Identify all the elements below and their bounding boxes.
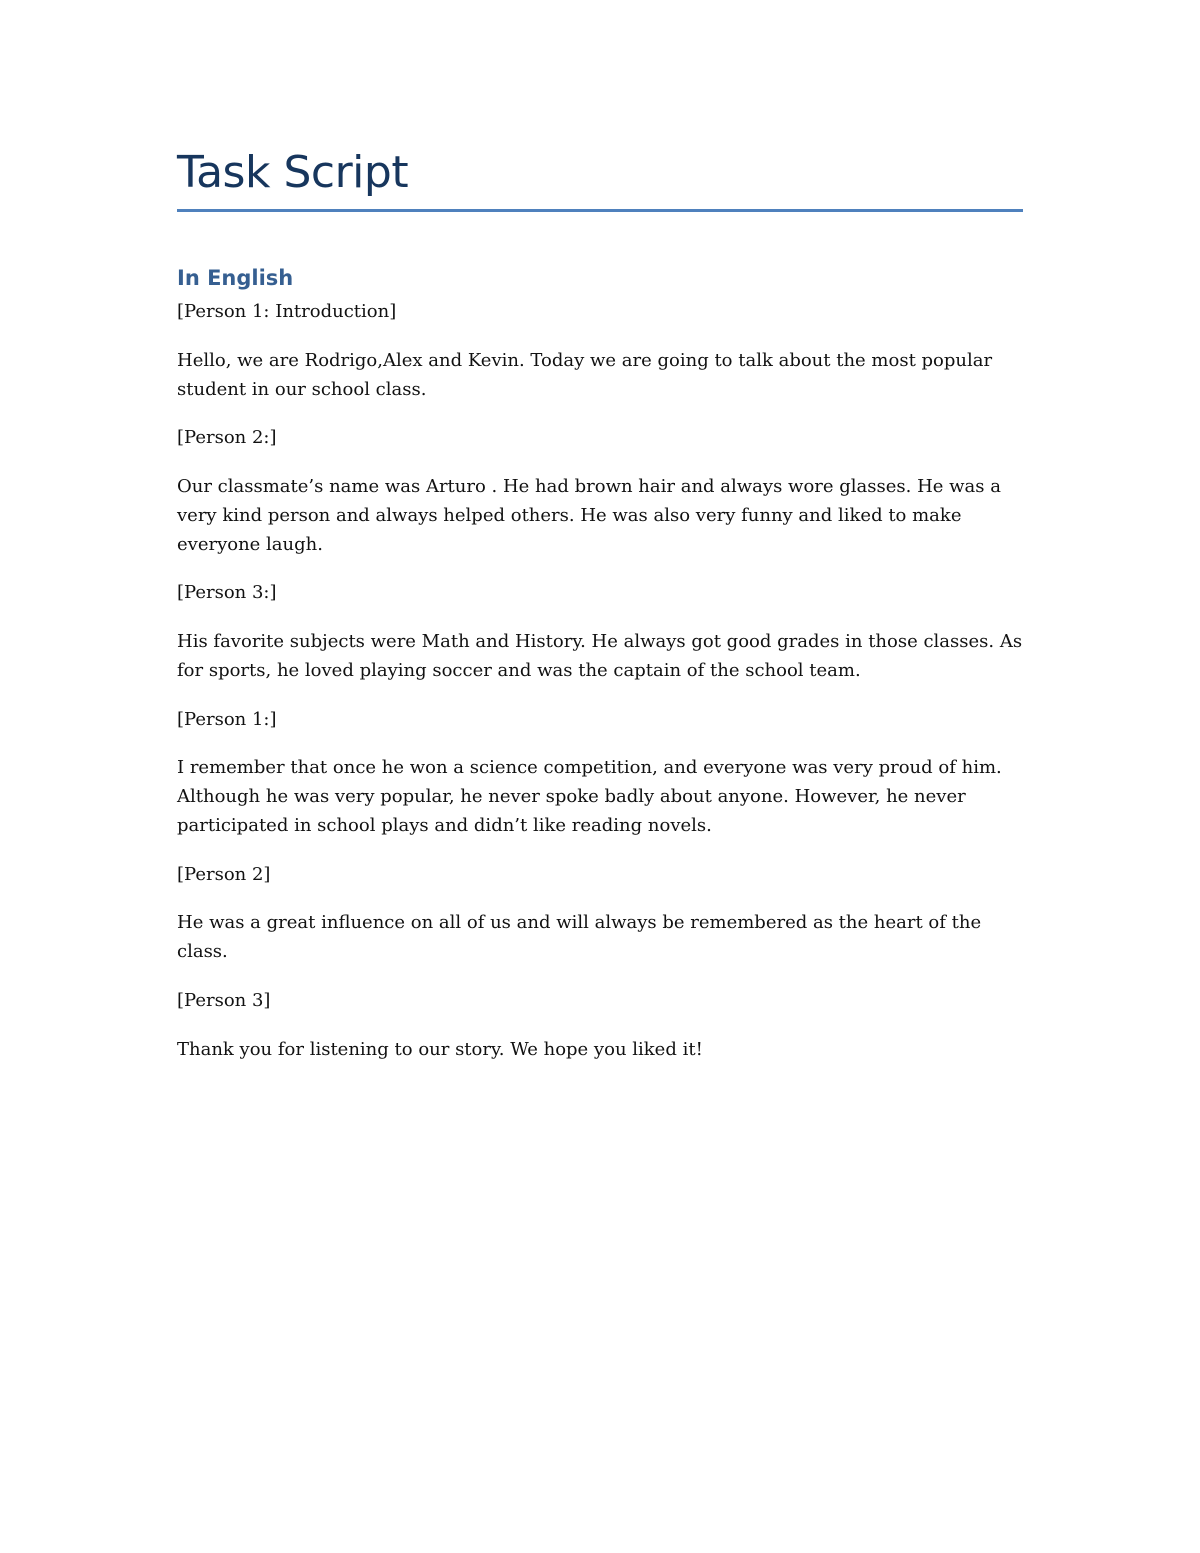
speaker-label-person-2-second: [Person 2] [177,863,271,885]
paragraph-closing: Thank you for listening to our story. We hope you liked it! [177,1038,703,1060]
speaker-label-person-2: [Person 2:] [177,427,277,449]
document-body [177,297,1023,1083]
title-underline [177,209,1023,212]
paragraph-subjects-sports: His favorite subjects were Math and History. He always got good grades in those classes. As for sports, he loved playing soccer and was the captain of the school team. [177,630,1023,681]
paragraph-influence: He was a great influence on all of us and will always be remembered as the heart of the class. [177,912,982,963]
section-heading: In English [177,266,294,290]
document-title: Task Script [177,147,409,198]
paragraph-classmate-description: Our classmate’s name was Arturo . He had brown hair and always wore glasses. He was a very kind person and always helped others. He was also very funny and liked to make everyone laugh. [177,475,1001,555]
speaker-label-person-1: [Person 1:] [177,708,277,730]
speaker-label-person-3: [Person 3:] [177,582,277,604]
speaker-label-person-1-intro: [Person 1: Introduction] [177,301,397,322]
speaker-label-person-3-second: [Person 3] [177,989,271,1011]
paragraph-memories: I remember that once he won a science competition, and everyone was very proud of him. Although he was very popular, he never spoke badly about anyone. However, he never participated in school plays and didn’t like reading novels. [177,757,1002,837]
paragraph-introduction: Hello, we are Rodrigo,Alex and Kevin. Today we are going to talk about the most popular student in our school class. [177,349,993,400]
